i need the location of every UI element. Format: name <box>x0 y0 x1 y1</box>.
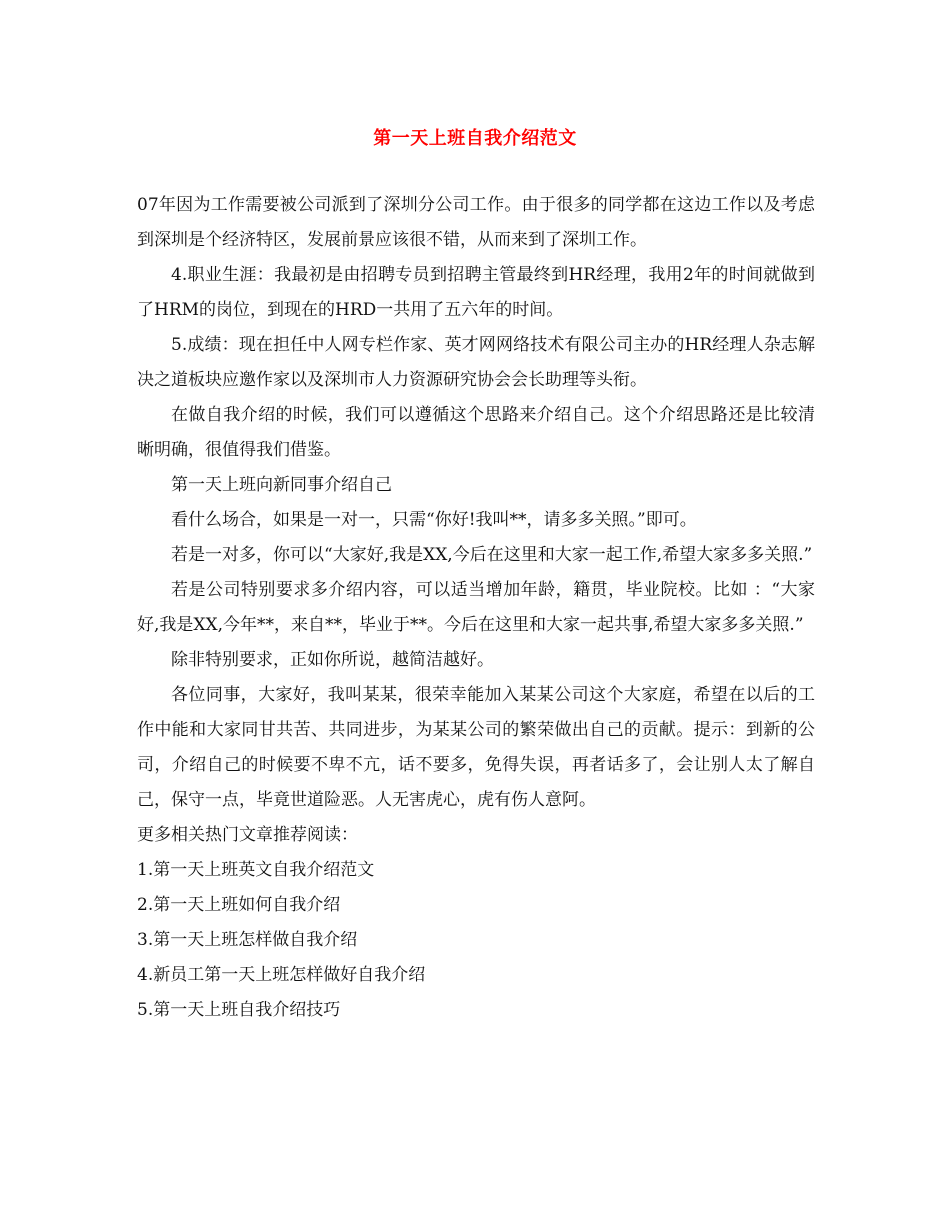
paragraph-8: 若是公司特别要求多介绍内容，可以适当增加年龄，籍贯，毕业院校。比如 ：“大家好,我是XX,今年**，来自**，毕业于**。今后在这里和大家一起共事,希望大家多多关照.” <box>137 580 815 635</box>
paragraph-7: 若是一对多，你可以“大家好,我是XX,今后在这里和大家一起工作,希望大家多多关照.” <box>171 545 813 565</box>
paragraph-5: 第一天上班向新同事介绍自己 <box>171 475 392 495</box>
paragraph-1: 07年因为工作需要被公司派到了深圳分公司工作。由于很多的同学都在这边工作以及考虑到深圳是个经济特区，发展前景应该很不错，从而来到了深圳工作。 <box>137 195 815 250</box>
related-link-3[interactable]: 3.第一天上班怎样做自我介绍 <box>137 930 358 950</box>
document-body <box>137 188 815 1028</box>
paragraph-2: 4.职业生涯：我最初是由招聘专员到招聘主管最终到HR经理，我用2年的时间就做到了HRM的岗位，到现在的HRD一共用了五六年的时间。 <box>137 265 815 320</box>
related-link-4[interactable]: 4.新员工第一天上班怎样做好自我介绍 <box>137 965 426 985</box>
paragraph-9: 除非特别要求，正如你所说，越简洁越好。 <box>171 650 494 670</box>
related-link-5[interactable]: 5.第一天上班自我介绍技巧 <box>137 1000 341 1020</box>
related-link-2[interactable]: 2.第一天上班如何自我介绍 <box>137 895 341 915</box>
paragraph-3: 5.成绩：现在担任中人网专栏作家、英才网网络技术有限公司主办的HR经理人杂志解决之道板块应邀作家以及深圳市人力资源研究协会会长助理等头衔。 <box>137 335 815 390</box>
paragraph-10: 各位同事，大家好，我叫某某，很荣幸能加入某某公司这个大家庭，希望在以后的工作中能和大家同甘共苦、共同进步，为某某公司的繁荣做出自己的贡献。提示：到新的公司，介绍自己的时候要不卑不亢，话不要多，免得失误，再者话多了，会让别人太了解自己，保守一点，毕竟世道险恶。人无害虎心，虎有伤人意阿。 <box>137 685 815 810</box>
paragraph-6: 看什么场合，如果是一对一，只需“你好!我叫**，请多多关照。”即可。 <box>171 510 697 530</box>
page-title: 第一天上班自我介绍范文 <box>373 128 577 149</box>
paragraph-4: 在做自我介绍的时候，我们可以遵循这个思路来介绍自己。这个介绍思路还是比较清晰明确，很值得我们借鉴。 <box>137 405 815 460</box>
related-heading: 更多相关热门文章推荐阅读： <box>137 825 358 845</box>
related-link-1[interactable]: 1.第一天上班英文自我介绍范文 <box>137 860 375 880</box>
